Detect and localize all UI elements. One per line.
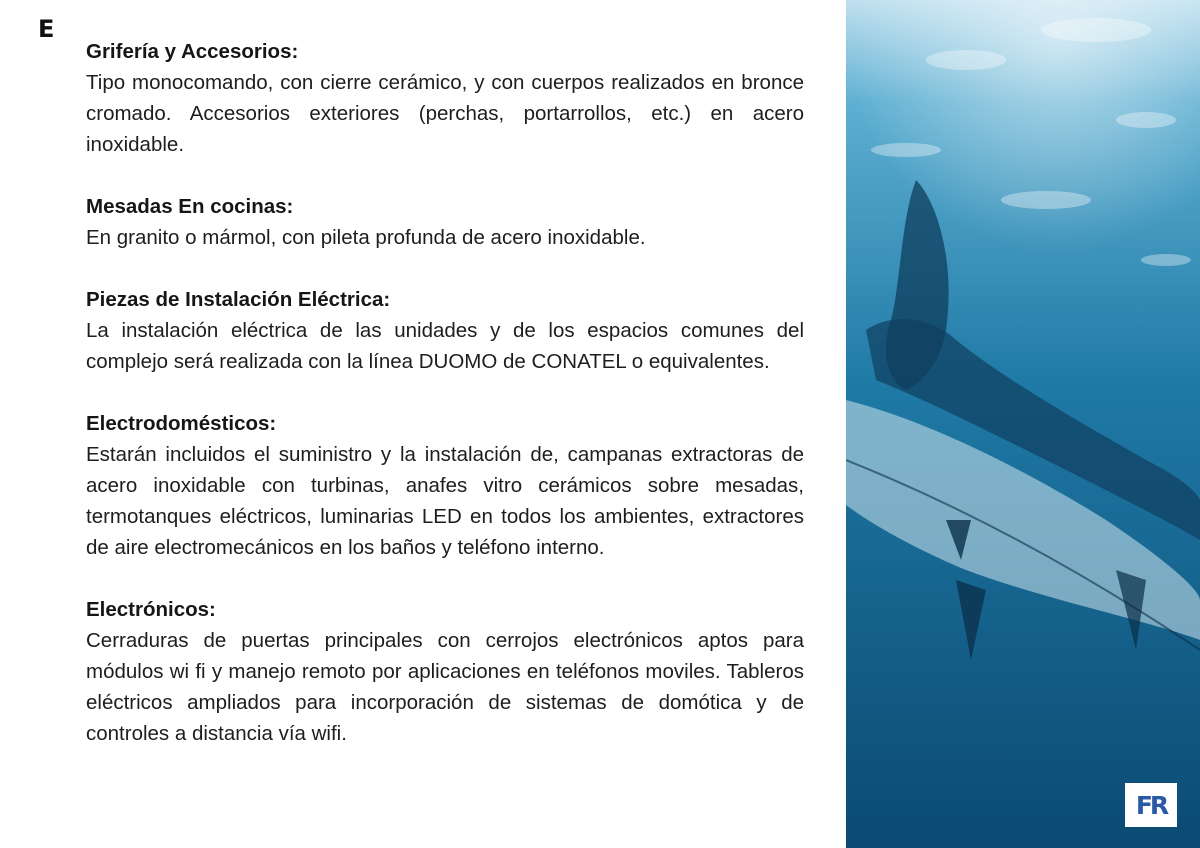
section-title: Grifería y Accesorios: bbox=[86, 40, 299, 63]
section-title: Electrónicos: bbox=[86, 598, 216, 621]
section-title: Mesadas En cocinas: bbox=[86, 195, 294, 218]
section-mesadas bbox=[86, 191, 804, 253]
underwater-surfer-image bbox=[846, 0, 1200, 848]
section-body: Tipo monocomando, con cierre cerámico, y con cuerpos realizados en bronce cromado. Accesorios exteriores (perchas, portarrollos, etc.) en acero inoxidable. bbox=[86, 71, 804, 156]
section-body: La instalación eléctrica de las unidades y de los espacios comunes del complejo será realizada con la línea DUOMO de CONATEL o equivalentes. bbox=[86, 319, 804, 373]
section-body: Cerraduras de puertas principales con cerrojos electrónicos aptos para módulos wi fi y manejo remoto por aplicaciones en teléfonos moviles. Tableros eléctricos ampliados para incorporación de sistemas de domótica y de controles a distancia vía wifi. bbox=[86, 629, 804, 745]
section-electrodomesticos bbox=[86, 408, 804, 563]
section-instalacion-electrica bbox=[86, 284, 804, 377]
section-electronicos bbox=[86, 594, 804, 749]
underwater-surfer-photo bbox=[846, 0, 1200, 848]
brand-logo-mark: E bbox=[38, 15, 54, 43]
fr-brand-badge: FR bbox=[1125, 783, 1177, 827]
section-title: Piezas de Instalación Eléctrica: bbox=[86, 288, 391, 311]
section-body: Estarán incluidos el suministro y la instalación de, campanas extractoras de acero inoxidable con turbinas, anafes vitro cerámicos sobre mesadas, termotanques eléctricos, luminarias LED en todos los ambientes, extractores de aire electromecánicos en los baños y teléfono interno. bbox=[86, 443, 804, 559]
specifications-text bbox=[86, 36, 804, 780]
section-griferia bbox=[86, 36, 804, 160]
section-title: Electrodomésticos: bbox=[86, 412, 277, 435]
section-body: En granito o mármol, con pileta profunda de acero inoxidable. bbox=[86, 226, 646, 249]
